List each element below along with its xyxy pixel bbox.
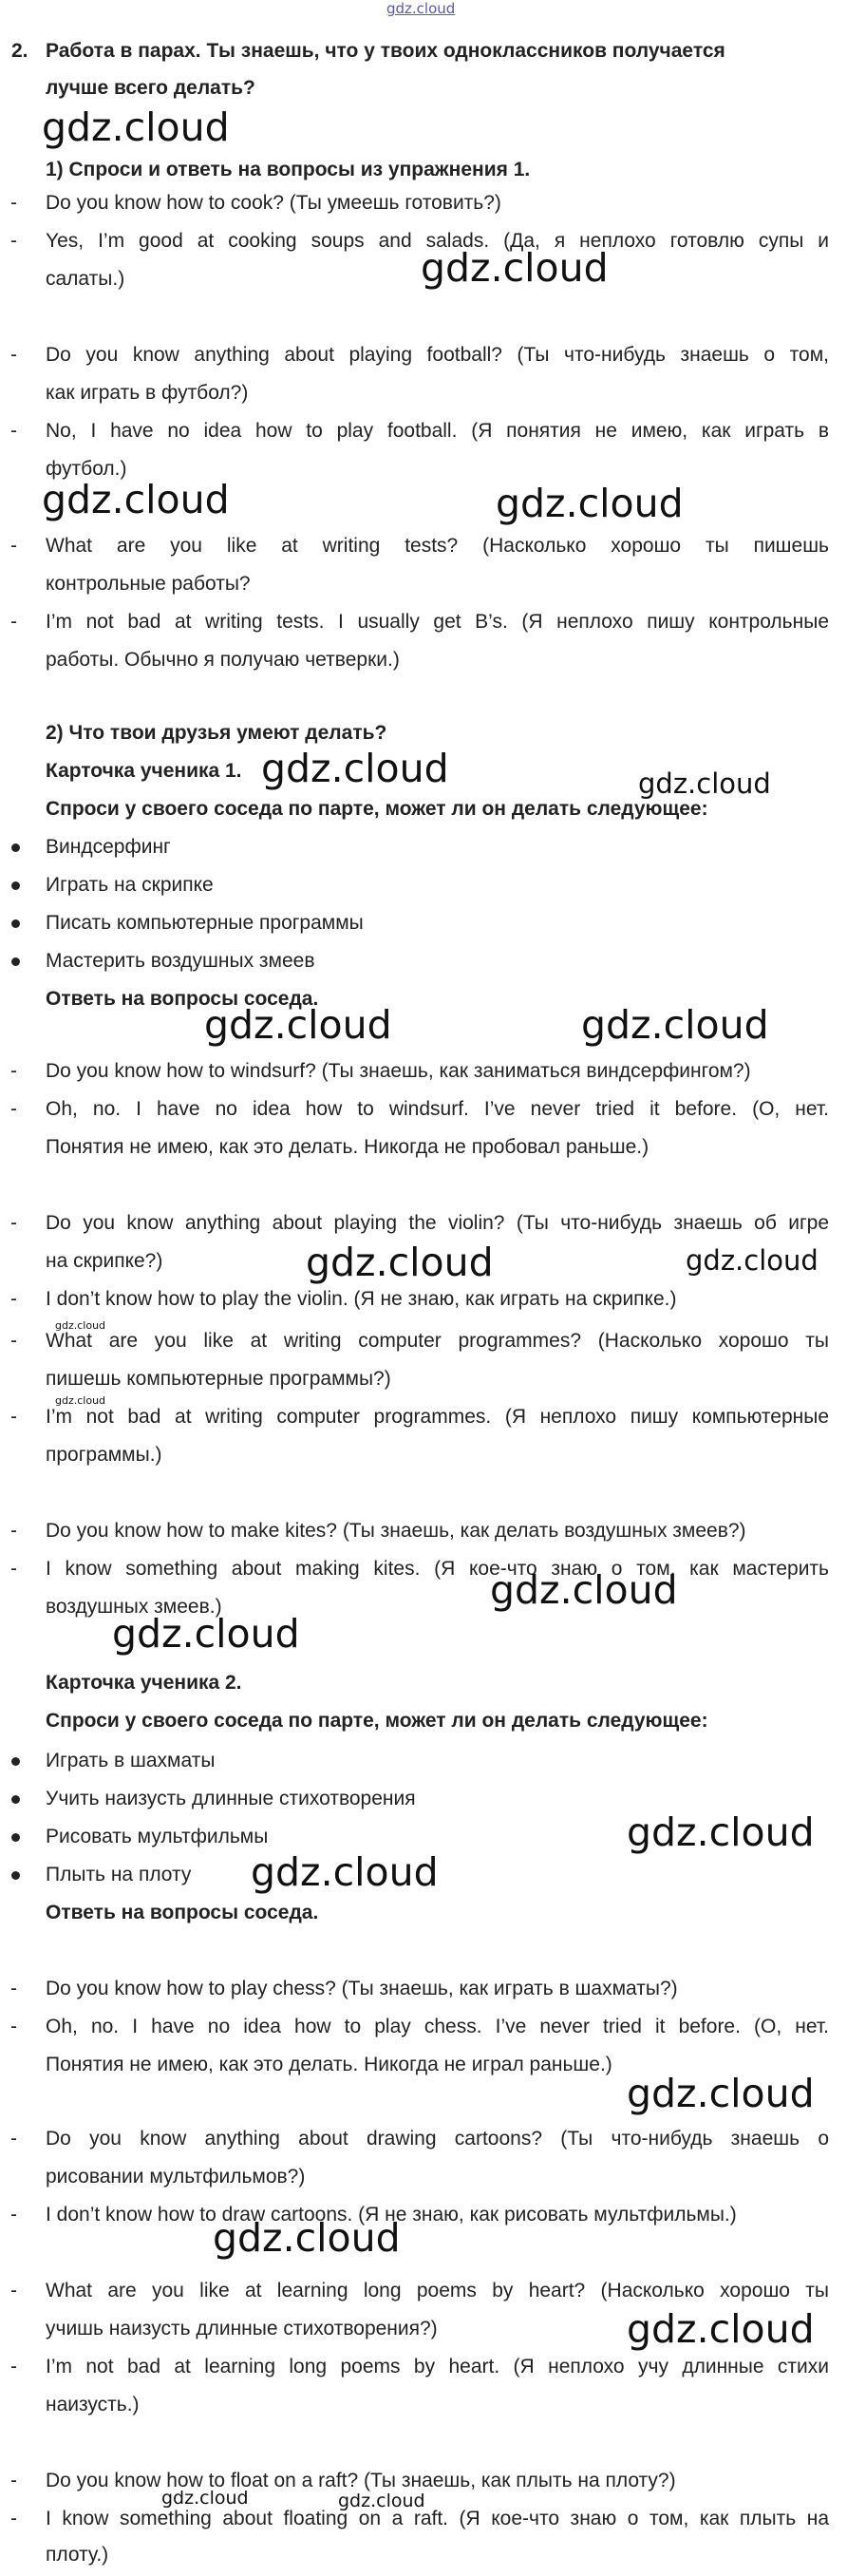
bullet-dot	[11, 957, 20, 966]
watermark: gdz.cloud	[261, 746, 449, 791]
dialog-line-cont: футбол.)	[46, 458, 127, 480]
card1-ask: Спроси у своего соседа по парте, может ли он делать следующее:	[46, 798, 708, 820]
dialog-line-cont: программы.)	[46, 1444, 162, 1466]
dialog-line: No, I have no idea how to play football. (Я понятия не имею, как играть в	[46, 420, 829, 442]
watermark: gdz.cloud	[42, 104, 230, 150]
card1-title: Карточка ученика 1.	[46, 760, 242, 782]
dialog-line: Do you know how to float on a raft? (Ты знаешь, как плыть на плоту?)	[46, 2470, 676, 2491]
dialog-line: Do you know how to play chess? (Ты знаешь, как играть в шахматы?)	[46, 1978, 678, 1999]
dash-bullet: -	[10, 2508, 17, 2529]
watermark: gdz.cloud	[627, 2071, 815, 2116]
card1-item: Писать компьютерные программы	[46, 912, 364, 934]
dialog-line: Do you know anything about playing the violin? (Ты что-нибудь знаешь об игре	[46, 1212, 829, 1234]
dash-bullet: -	[10, 1098, 17, 1120]
dialog-line: Yes, I’m good at cooking soups and salads. (Да, я неплохо готовлю супы и	[46, 230, 829, 252]
watermark: gdz.cloud	[686, 1244, 819, 1277]
dialog-line: I don’t know how to play the violin. (Я не знаю, как играть на скрипке.)	[46, 1288, 677, 1310]
watermark: gdz.cloud	[496, 481, 684, 526]
dash-bullet: -	[10, 1212, 17, 1234]
dialog-line: Do you know anything about playing football? (Ты что-нибудь знаешь о том,	[46, 344, 829, 366]
dash-bullet: -	[10, 2280, 17, 2301]
dash-bullet: -	[10, 1978, 17, 1999]
dash-bullet: -	[10, 2204, 17, 2226]
dialog-line: I’m not bad at writing tests. I usually get B’s. (Я неплохо пишу контрольные	[46, 611, 829, 633]
card1-answer: Ответь на вопросы соседа.	[46, 988, 319, 1010]
dialog-line-cont: салаты.)	[46, 268, 125, 290]
bullet-dot	[11, 843, 20, 852]
card2-ask: Спроси у своего соседа по парте, может ли он делать следующее:	[46, 1710, 708, 1732]
dialog-line: Oh, no. I have no idea how to windsurf. I’ve never tried it before. (О, нет.	[46, 1098, 829, 1120]
watermark-top: gdz.cloud	[386, 0, 456, 17]
dash-bullet: -	[10, 1330, 17, 1352]
dialog-line: Oh, no. I have no idea how to play chess. I’ve never tried it before. (О, нет.	[46, 2016, 829, 2037]
task-number: 2.	[11, 40, 28, 62]
dash-bullet: -	[10, 420, 17, 442]
dialog-line: I know something about floating on a raft. (Я кое-что знаю о том, как плыть на	[46, 2508, 829, 2529]
watermark: gdz.cloud	[161, 2488, 249, 2509]
dialog-line-cont: на скрипке?)	[46, 1250, 163, 1272]
part2-heading: 2) Что твои друзья умеют делать?	[46, 722, 387, 744]
dash-bullet: -	[10, 1520, 17, 1542]
dash-bullet: -	[10, 344, 17, 366]
dash-bullet: -	[10, 1288, 17, 1310]
card2-item: Рисовать мультфильмы	[46, 1826, 269, 1847]
card2-item: Плыть на плоту	[46, 1864, 192, 1885]
dash-bullet: -	[10, 2356, 17, 2377]
watermark: gdz.cloud	[627, 1809, 815, 1855]
dialog-line: I know something about making kites. (Я кое-что знаю о том, как мастерить	[46, 1558, 829, 1580]
dash-bullet: -	[10, 230, 17, 252]
bullet-dot	[11, 1757, 20, 1766]
card2-item: Учить наизусть длинные стихотворения	[46, 1788, 416, 1809]
dialog-line-cont: воздушных змеев.)	[46, 1596, 222, 1618]
dialog-line: I’m not bad at writing computer programmes. (Я неплохо пишу компьютерные	[46, 1406, 829, 1428]
watermark: gdz.cloud	[204, 1002, 392, 1048]
dialog-line: I don’t know how to draw cartoons. (Я не знаю, как рисовать мультфильмы.)	[46, 2204, 737, 2226]
task-title-line2: лучше всего делать?	[46, 77, 255, 99]
dialog-line: What are you like at learning long poems by heart? (Насколько хорошо ты	[46, 2280, 829, 2301]
dialog-line-cont: учишь наизусть длинные стихотворения?)	[46, 2318, 438, 2339]
bullet-dot	[11, 1795, 20, 1804]
dash-bullet: -	[10, 1406, 17, 1428]
watermark: gdz.cloud	[306, 1240, 494, 1285]
dialog-line: Do you know how to make kites? (Ты знаешь, как делать воздушных змеев?)	[46, 1520, 746, 1542]
part1-heading: 1) Спроси и ответь на вопросы из упражнения 1.	[46, 159, 531, 180]
dash-bullet: -	[10, 1558, 17, 1580]
dash-bullet: -	[10, 2128, 17, 2150]
dialog-line-cont: работы. Обычно я получаю четверки.)	[46, 649, 400, 671]
watermark: gdz.cloud	[55, 1319, 106, 1332]
dash-bullet: -	[10, 535, 17, 557]
dialog-line: Do you know how to cook? (Ты умеешь готовить?)	[46, 192, 501, 214]
dialog-line-cont: контрольные работы?	[46, 573, 251, 595]
dialog-line-cont: Понятия не имею, как это делать. Никогда не пробовал раньше.)	[46, 1136, 649, 1158]
card2-title: Карточка ученика 2.	[46, 1672, 242, 1694]
dialog-line-cont: рисовании мультфильмов?)	[46, 2166, 306, 2188]
dialog-line: Do you know anything about drawing cartoons? (Ты что-нибудь знаешь о	[46, 2128, 829, 2150]
bullet-dot	[11, 919, 20, 928]
card1-item: Мастерить воздушных змеев	[46, 950, 315, 972]
watermark: gdz.cloud	[42, 477, 230, 522]
watermark: gdz.cloud	[581, 1002, 769, 1048]
watermark: gdz.cloud	[112, 1611, 300, 1657]
dialog-line-cont: плоту.)	[46, 2544, 109, 2566]
watermark: gdz.cloud	[627, 2306, 815, 2352]
card1-item: Играть на скрипке	[46, 874, 214, 896]
dash-bullet: -	[10, 192, 17, 214]
watermark: gdz.cloud	[213, 2215, 401, 2261]
bullet-dot	[11, 1833, 20, 1842]
dash-bullet: -	[10, 1060, 17, 1082]
watermark: gdz.cloud	[251, 1849, 439, 1895]
dash-bullet: -	[10, 611, 17, 633]
dash-bullet: -	[10, 2016, 17, 2037]
bullet-dot	[11, 1871, 20, 1880]
dialog-line: Do you know how to windsurf? (Ты знаешь, как заниматься виндсерфингом?)	[46, 1060, 751, 1082]
dialog-line: I’m not bad at learning long poems by heart. (Я неплохо учу длинные стихи	[46, 2356, 829, 2377]
watermark: gdz.cloud	[421, 245, 609, 291]
dash-bullet: -	[10, 2470, 17, 2491]
watermark: gdz.cloud	[338, 2491, 425, 2511]
card2-item: Играть в шахматы	[46, 1750, 216, 1771]
dialog-line-cont: наизусть.)	[46, 2394, 140, 2415]
watermark: gdz.cloud	[638, 767, 771, 800]
card2-answer: Ответь на вопросы соседа.	[46, 1902, 319, 1923]
dialog-line-cont: пишешь компьютерные программы?)	[46, 1368, 391, 1390]
watermark: gdz.cloud	[55, 1394, 106, 1407]
dialog-line-cont: Понятия не имею, как это делать. Никогда не играл раньше.)	[46, 2054, 612, 2075]
task-title-line1: Работа в парах. Ты знаешь, что у твоих одноклассников получается	[46, 40, 725, 62]
dialog-line-cont: как играть в футбол?)	[46, 382, 249, 404]
card1-item: Виндсерфинг	[46, 836, 171, 858]
dialog-line: What are you like at writing tests? (Насколько хорошо ты пишешь	[46, 535, 829, 557]
bullet-dot	[11, 881, 20, 890]
dialog-line: What are you like at writing computer programmes? (Насколько хорошо ты	[46, 1330, 829, 1352]
watermark: gdz.cloud	[490, 1567, 678, 1613]
